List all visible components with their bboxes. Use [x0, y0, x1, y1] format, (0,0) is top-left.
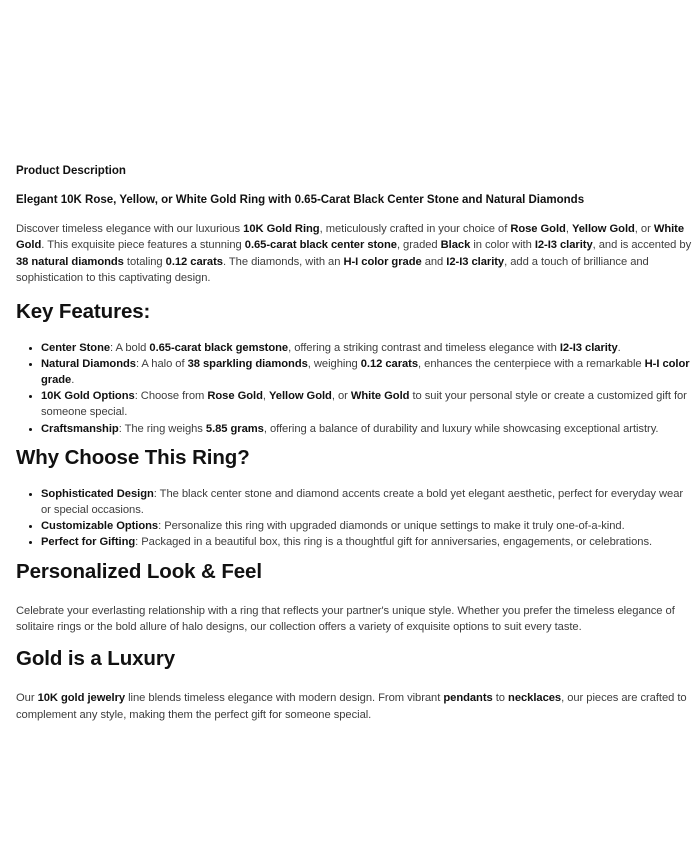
- bold-text: 10K Gold Ring: [243, 223, 320, 235]
- text-run: : The black center stone and diamond accents create a bold yet elegant aesthetic, perfect for everyday wear or special occasions.: [41, 487, 684, 517]
- text-run: : A halo of: [135, 357, 188, 370]
- text-run: and: [421, 255, 447, 268]
- text-run: : Choose from: [134, 390, 208, 403]
- bold-text: 0.12 carats: [165, 255, 223, 268]
- text-run: ,: [262, 390, 269, 403]
- text-run: : Packaged in a beautiful box, this ring is a thoughtful gift for anniversaries, engagements, or celebrations.: [135, 536, 653, 549]
- text-run: to: [492, 692, 509, 705]
- bold-text: Customizable Options: [41, 520, 159, 533]
- intro-paragraph: [16, 221, 692, 287]
- list-item: [41, 534, 692, 550]
- text-run: , offering a balance of durability and luxury while showcasing exceptional artistry.: [263, 422, 659, 435]
- text-run: .: [617, 341, 621, 354]
- bold-text: 38 natural diamonds: [16, 255, 124, 268]
- text-run: Celebrate your everlasting relationship with a ring that reflects your partner's unique style. Whether you prefer the timeless elegance of solitaire rings or the bold allure of halo designs, our collection offers a variety of exquisite options to suit every taste.: [16, 604, 675, 634]
- text-run: Our: [16, 692, 38, 705]
- bold-text: necklaces: [508, 692, 562, 705]
- text-run: , meticulously crafted in your choice of: [319, 223, 511, 235]
- text-run: , our pieces are crafted to complement any style, making them the perfect gift for someone special.: [16, 692, 687, 721]
- bold-text: Yellow Gold: [571, 223, 635, 235]
- bold-text: 0.12 carats: [360, 357, 419, 370]
- bold-text: Black: [440, 239, 471, 252]
- text-run: . The diamonds, with an: [222, 255, 344, 268]
- text-run: , and is accented by: [592, 239, 692, 252]
- text-run: line blends timeless elegance with modern design. From vibrant: [125, 692, 444, 705]
- bold-text: Perfect for Gifting: [41, 536, 136, 549]
- gold-luxury-heading: Gold is a Luxury: [16, 647, 176, 671]
- product-title: Elegant 10K Rose, Yellow, or White Gold Ring with 0.65-Carat Black Center Stone and Natural Diamonds: [16, 194, 585, 206]
- list-item: [41, 388, 692, 420]
- text-run: : A bold: [110, 341, 150, 354]
- bold-text: 38 sparkling diamonds: [187, 357, 308, 370]
- text-run: , or: [634, 223, 654, 235]
- text-run: ,: [565, 223, 572, 235]
- why-choose-list: [16, 486, 692, 551]
- list-item: [41, 356, 692, 388]
- bold-text: H-I color grade: [343, 255, 422, 268]
- list-item: [41, 340, 692, 356]
- text-run: , offering a striking contrast and timeless elegance with: [288, 341, 560, 354]
- text-run: , weighing: [307, 357, 361, 370]
- text-run: . This exquisite piece features a stunning: [41, 239, 245, 252]
- text-run: .: [71, 374, 75, 387]
- text-run: totaling: [123, 255, 166, 268]
- key-features-list: [16, 340, 692, 437]
- bold-text: Craftsmanship: [41, 422, 119, 435]
- bold-text: Yellow Gold: [268, 390, 332, 403]
- text-run: , add a touch of brilliance and sophistication to this captivating design.: [16, 255, 649, 285]
- bold-text: I2-I3 clarity: [446, 255, 505, 268]
- bold-text: 10K gold jewelry: [37, 692, 126, 705]
- text-run: , enhances the centerpiece with a remarkable: [418, 357, 645, 370]
- gold-luxury-paragraph: [16, 690, 692, 723]
- bold-text: Center Stone: [41, 341, 111, 354]
- bold-text: White Gold: [350, 390, 410, 403]
- bold-text: 0.65-carat black center stone: [244, 239, 397, 252]
- bold-text: 10K Gold Options: [41, 390, 135, 403]
- bold-text: H-I color grade: [41, 357, 690, 387]
- personalized-paragraph: [16, 603, 692, 636]
- bold-text: I2-I3 clarity: [559, 341, 618, 354]
- bold-text: Natural Diamonds: [41, 357, 136, 370]
- bold-text: Sophisticated Design: [41, 487, 154, 500]
- list-item: [41, 421, 692, 437]
- bold-text: pendants: [443, 692, 493, 705]
- bold-text: 0.65-carat black gemstone: [149, 341, 289, 354]
- bold-text: I2-I3 clarity: [534, 239, 593, 252]
- text-run: in color with: [470, 239, 535, 252]
- bold-text: 5.85 grams: [205, 422, 264, 435]
- text-run: , or: [331, 390, 351, 403]
- text-run: : Personalize this ring with upgraded diamonds or unique settings to make it truly one-of-a-kind.: [158, 520, 625, 533]
- text-run: , graded: [396, 239, 441, 252]
- why-choose-heading: Why Choose This Ring?: [16, 445, 250, 469]
- text-run: Discover timeless elegance with our luxurious: [16, 223, 244, 235]
- section-label: Product Description: [16, 165, 126, 177]
- text-run: : The ring weighs: [118, 422, 206, 435]
- bold-text: Rose Gold: [207, 390, 263, 403]
- bold-text: White Gold: [16, 223, 685, 252]
- list-item: [41, 518, 692, 534]
- list-item: [41, 486, 692, 518]
- text-run: to suit your personal style or create a customized gift for someone special.: [41, 390, 687, 419]
- key-features-heading: Key Features:: [16, 299, 151, 323]
- bold-text: Rose Gold: [510, 223, 566, 235]
- personalized-heading: Personalized Look & Feel: [16, 559, 262, 583]
